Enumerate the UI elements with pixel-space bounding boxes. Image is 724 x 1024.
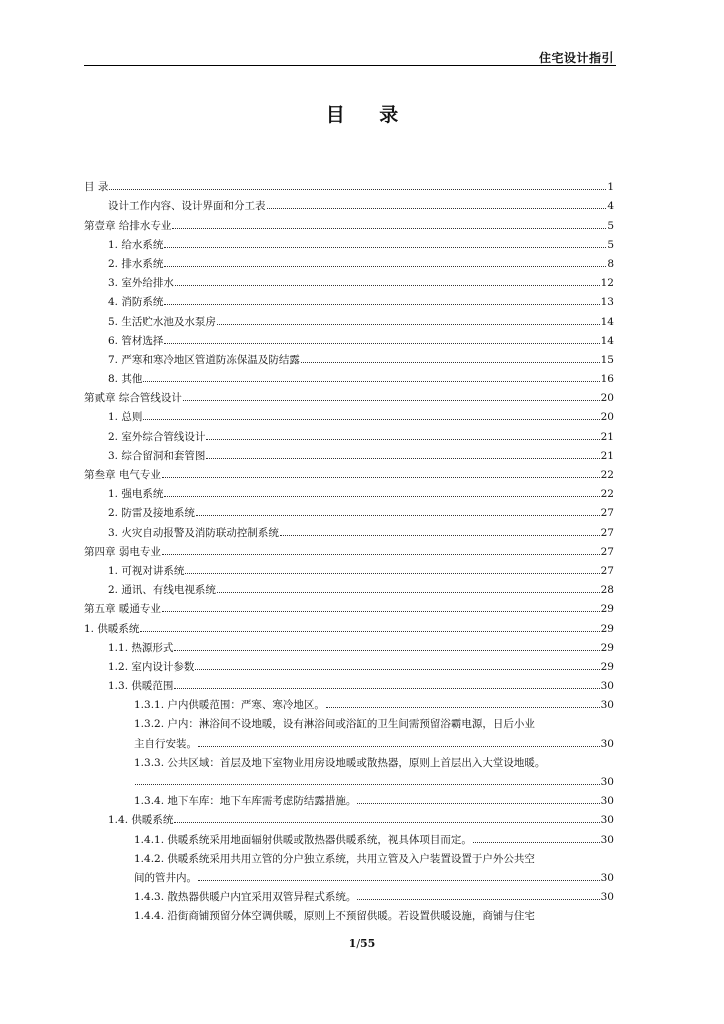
toc-dot-leader (198, 880, 600, 881)
toc-entry[interactable] (84, 251, 614, 270)
toc-entry-page: 29 (600, 603, 614, 616)
toc-entry-page: 1 (607, 181, 614, 194)
toc-entry-page: 21 (600, 430, 614, 443)
toc-entry[interactable] (84, 328, 614, 347)
toc-entry-title: 1. 总则 (108, 411, 143, 424)
toc-dot-leader (301, 362, 600, 363)
toc-entry-title: 第叁章 电气专业 (84, 469, 161, 481)
toc-entry[interactable] (84, 769, 614, 788)
toc-dot-leader (195, 669, 599, 670)
toc-dot-leader (143, 419, 599, 420)
toc-entry[interactable] (84, 635, 614, 654)
toc-dot-leader (206, 439, 599, 440)
toc-entry-page: 30 (600, 891, 614, 904)
toc-entry-page: 28 (600, 584, 614, 597)
toc-entry-title: 1. 供暖系统 (84, 622, 140, 635)
toc-entry-title: 1.4.4. 沿街商铺预留分体空调供暖，原则上不预留供暖。若设置供暖设施，商铺与住宅 (134, 910, 535, 923)
toc-dot-leader (206, 458, 599, 459)
page-number (0, 937, 724, 950)
toc-entry[interactable] (84, 903, 614, 922)
toc-entry[interactable] (84, 481, 614, 500)
toc-dot-leader (172, 228, 606, 229)
toc-dot-leader (280, 535, 600, 536)
toc-entry[interactable] (84, 846, 614, 865)
toc-entry-page: 30 (600, 776, 614, 788)
toc-entry[interactable] (84, 347, 614, 366)
toc-entry[interactable] (84, 558, 614, 577)
toc-entry[interactable] (84, 289, 614, 308)
toc-entry-title: 8. 其他 (108, 373, 143, 386)
toc-entry-title: 2. 防雷及接地系统 (108, 507, 195, 520)
toc-dot-leader (162, 611, 600, 612)
page-total: 55 (360, 937, 376, 950)
toc-entry-title: 第五章 暖通专业 (84, 603, 161, 616)
toc-dot-leader (357, 803, 599, 804)
toc-dot-leader (174, 650, 599, 651)
toc-dot-leader (357, 899, 599, 900)
toc-entry-page: 29 (600, 660, 614, 673)
toc-entry-page: 20 (600, 411, 614, 424)
toc-entry-title: 4. 消防系统 (108, 296, 164, 309)
toc-entry[interactable] (84, 404, 614, 423)
toc-dot-leader (164, 266, 606, 267)
toc-entry-page: 30 (600, 680, 614, 693)
toc-entry-page: 30 (600, 833, 614, 846)
toc-entry-page: 14 (600, 315, 614, 328)
toc-dot-leader (164, 343, 599, 344)
toc-entry[interactable] (84, 174, 614, 193)
header-rule (84, 65, 616, 66)
toc-entry-page: 30 (600, 699, 614, 712)
toc-entry-title: 3. 综合留洞和套管图 (108, 449, 206, 462)
toc-entry-title: 2. 通讯、有线电视系统 (108, 584, 216, 597)
toc-entry-title: 1.3.2. 户内：淋浴间不设地暖，设有淋浴间或浴缸的卫生间需预留浴霸电源，日后小业 (134, 718, 535, 731)
toc-entry[interactable] (84, 519, 614, 538)
toc-entry[interactable] (84, 884, 614, 903)
table-of-contents (84, 174, 614, 922)
toc-entry-title: 1. 可视对讲系统 (108, 564, 185, 577)
toc-entry-title: 1.3.4. 地下车库：地下车库需考虑防结露措施。 (134, 795, 357, 808)
toc-entry-page: 30 (600, 737, 614, 750)
toc-dot-leader (326, 707, 600, 708)
toc-dot-leader (174, 822, 599, 823)
toc-dot-leader (140, 631, 599, 632)
toc-entry-page: 16 (600, 373, 614, 386)
toc-entry-title: 1.4.1. 供暖系统采用地面辐射供暖或散热器供暖系统，视具体项目而定。 (134, 833, 472, 846)
toc-dot-leader (196, 515, 600, 516)
toc-entry[interactable] (84, 865, 614, 884)
toc-entry-title: 1.3.3. 公共区域：首层及地下室物业用房设地暖或散热器，原则上首层出入大堂设地暖。 (134, 756, 546, 769)
toc-entry-page: 29 (600, 641, 614, 654)
toc-entry[interactable] (84, 807, 614, 826)
toc-entry[interactable] (84, 270, 614, 289)
toc-entry-title: 主自行安装。 (134, 737, 197, 750)
toc-entry-title: 3. 火灾自动报警及消防联动控制系统 (108, 526, 279, 539)
toc-dot-leader (217, 592, 600, 593)
toc-dot-leader (198, 746, 600, 747)
toc-entry[interactable] (84, 577, 614, 596)
toc-dot-leader (175, 285, 600, 286)
toc-entry[interactable] (84, 385, 614, 404)
toc-dot-leader (217, 324, 600, 325)
toc-entry[interactable] (84, 730, 614, 749)
toc-entry[interactable] (84, 788, 614, 807)
toc-entry-page: 14 (600, 334, 614, 347)
toc-entry[interactable] (84, 500, 614, 519)
toc-dot-leader (164, 304, 599, 305)
toc-entry-title: 1.3.1. 户内供暖范围：严寒、寒冷地区。 (134, 699, 325, 712)
toc-entry-title: 3. 室外给排水 (108, 277, 174, 290)
toc-entry-page: 4 (607, 200, 614, 213)
toc-entry[interactable] (84, 423, 614, 442)
toc-entry[interactable] (84, 462, 614, 481)
toc-entry-page: 27 (600, 507, 614, 520)
toc-entry-page: 30 (600, 795, 614, 808)
toc-entry-page: 5 (607, 219, 614, 232)
toc-entry-page: 22 (600, 488, 614, 501)
toc-entry[interactable] (84, 673, 614, 692)
toc-entry[interactable] (84, 193, 614, 212)
toc-entry-page: 5 (607, 238, 614, 251)
toc-entry-title: 1.4.2. 供暖系统采用共用立管的分户独立系统，共用立管及入户装置设置于户外公共空 (134, 852, 535, 865)
toc-dot-leader (473, 842, 600, 843)
toc-dot-leader (183, 400, 600, 401)
page-title: 目 录 (325, 104, 413, 126)
toc-dot-leader (164, 496, 599, 497)
toc-entry-page: 22 (600, 469, 614, 481)
toc-entry-page: 27 (600, 526, 614, 539)
toc-entry-page: 30 (600, 814, 614, 827)
toc-entry-title: 7. 严寒和寒冷地区管道防冻保温及防结露 (108, 353, 300, 366)
toc-entry-page: 8 (607, 257, 614, 270)
toc-entry-page: 29 (600, 622, 614, 635)
toc-entry[interactable] (84, 308, 614, 327)
toc-dot-leader (162, 554, 600, 555)
toc-entry-title: 1. 强电系统 (108, 488, 164, 501)
toc-entry[interactable] (84, 750, 614, 769)
page-current: 1 (348, 937, 357, 950)
toc-entry-page: 12 (600, 277, 614, 290)
toc-dot-leader (164, 247, 606, 248)
toc-entry[interactable] (84, 366, 614, 385)
toc-dot-leader (143, 381, 599, 382)
toc-entry[interactable] (84, 692, 614, 711)
page-separator: / (356, 937, 361, 950)
toc-entry-page: 27 (600, 545, 614, 558)
toc-entry-title: 第贰章 综合管线设计 (84, 392, 182, 405)
toc-entry-title: 1.1. 热源形式 (108, 641, 174, 654)
toc-entry[interactable] (84, 539, 614, 558)
toc-entry[interactable] (84, 596, 614, 615)
toc-entry-title: 1.2. 室内设计参数 (108, 660, 195, 673)
toc-entry-title: 1.4.3. 散热器供暖户内宜采用双管异程式系统。 (134, 891, 357, 904)
toc-dot-leader (185, 573, 599, 574)
toc-entry[interactable] (84, 654, 614, 673)
toc-entry-title: 5. 生活贮水池及水泵房 (108, 315, 216, 328)
toc-entry[interactable] (84, 232, 614, 251)
toc-entry[interactable] (84, 443, 614, 462)
toc-dot-leader (162, 477, 600, 478)
toc-entry-title: 1.4. 供暖系统 (108, 814, 174, 827)
toc-entry-title: 2. 室外综合管线设计 (108, 430, 206, 443)
running-header-title: 住宅设计指引 (538, 51, 614, 65)
toc-entry-title: 第四章 弱电专业 (84, 545, 161, 558)
toc-entry-title: 6. 管材选择 (108, 334, 164, 347)
toc-entry-title: 设计工作内容、设计界面和分工表 (108, 200, 266, 213)
toc-entry[interactable] (84, 826, 614, 845)
toc-entry-title: 间的管井内。 (134, 871, 197, 884)
toc-entry-title: 1. 给水系统 (108, 238, 164, 251)
toc-entry-title: 2. 排水系统 (108, 257, 164, 270)
toc-entry-title: 目 录 (84, 181, 109, 194)
toc-entry-page: 15 (600, 353, 614, 366)
toc-entry[interactable] (84, 212, 614, 231)
toc-entry-page: 30 (600, 871, 614, 884)
toc-dot-leader (109, 189, 606, 190)
toc-entry-title: 1.3. 供暖范围 (108, 680, 174, 693)
toc-dot-leader (267, 208, 607, 209)
toc-entry-page: 20 (600, 392, 614, 405)
toc-dot-leader (174, 688, 599, 689)
toc-dot-leader (135, 784, 600, 785)
toc-entry-page: 21 (600, 449, 614, 462)
toc-entry-page: 13 (600, 296, 614, 309)
toc-entry-title: 第壹章 给排水专业 (84, 219, 172, 232)
toc-entry[interactable] (84, 711, 614, 730)
toc-entry[interactable] (84, 615, 614, 634)
toc-entry-page: 27 (600, 564, 614, 577)
